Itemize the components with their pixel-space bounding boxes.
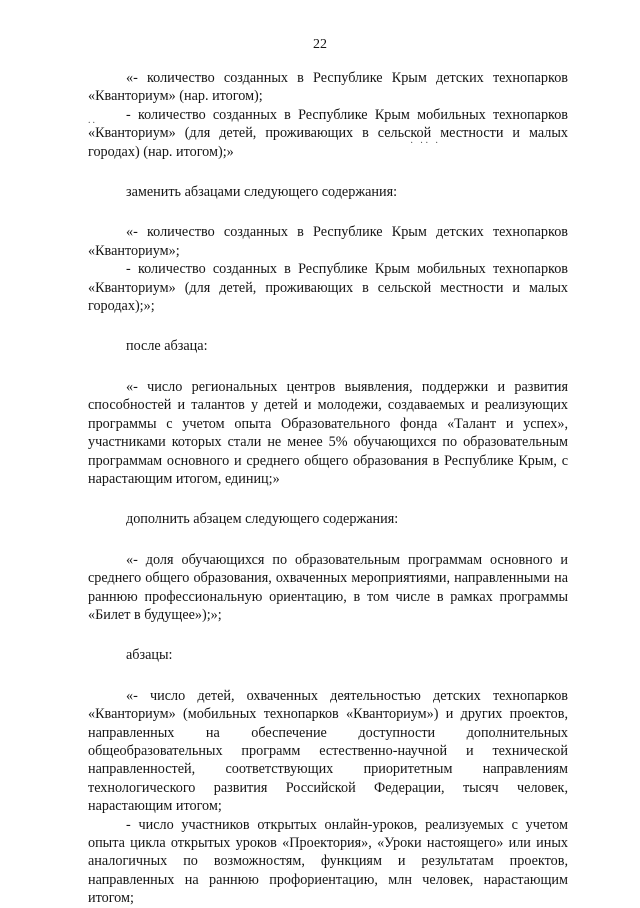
- instruction-paragraph: абзацы:: [126, 647, 173, 664]
- scan-mark: · ·· ·: [410, 138, 441, 149]
- quoted-paragraph-block: [88, 687, 568, 908]
- quoted-paragraph: «- число региональных центров выявления, поддержки и развития способностей и талантов у детей и молодежи, создаваемых и реализующих программы с учетом опыта Образовательного фонда «Талант и успех», участниками которых стали не менее 5% обучающихся по образовательным программам основного и среднего общего образования в Республике Крым, с нарастающим итогом, единиц;»: [88, 378, 568, 487]
- document-body: [88, 69, 568, 908]
- instruction-paragraph: после абзаца:: [126, 338, 208, 355]
- instruction-paragraph: дополнить абзацем следующего содержания:: [126, 511, 399, 528]
- paragraph: «- число детей, охваченных деятельностью детских технопарков «Кванториум» (мобильных технопарков «Кванториум») и других проектов, направленных на обеспечение доступности дополнительных общеобразовательных программ естественно-научной и технической направленностей, соответствующих приоритетным направлениям технологического развития Российской Федерации, тысяч человек, нарастающим итогом;: [88, 687, 568, 815]
- quoted-paragraph: «- доля обучающихся по образовательным программам основного и среднего общего образования, охваченных мероприятиями, направленными на раннюю профессиональную ориентацию, в том числе в рамках программы «Билет в будущее»);»;: [88, 551, 568, 623]
- paragraph: «- количество созданных в Республике Крым детских технопарков «Кванториум»;: [88, 224, 568, 259]
- scan-mark: ..: [88, 115, 97, 126]
- paragraph: - количество созданных в Республике Крым мобильных технопарков «Кванториум» (для детей, проживающих в сельской местности и малых городах) (нар. итогом);»: [88, 106, 568, 160]
- paragraph: - количество созданных в Республике Крым мобильных технопарков «Кванториум» (для детей, проживающих в сельской местности и малых городах);»;: [88, 261, 568, 315]
- quoted-paragraph-block: [88, 69, 568, 161]
- paragraph: - число участников открытых онлайн-уроков, реализуемых с учетом опыта цикла открытых уроков «Проектория», «Уроки настоящего» или иных аналогичных по возможностям, функциям и результатам проектов, направленных на раннюю профориентацию, млн человек, нарастающим итогом;: [88, 816, 568, 907]
- paragraph: «- количество созданных в Республике Крым детских технопарков «Кванториум» (нар. итогом);: [88, 70, 568, 105]
- page-number: 22: [313, 37, 327, 52]
- instruction-paragraph: заменить абзацами следующего содержания:: [126, 184, 398, 201]
- quoted-paragraph-block: [88, 223, 568, 315]
